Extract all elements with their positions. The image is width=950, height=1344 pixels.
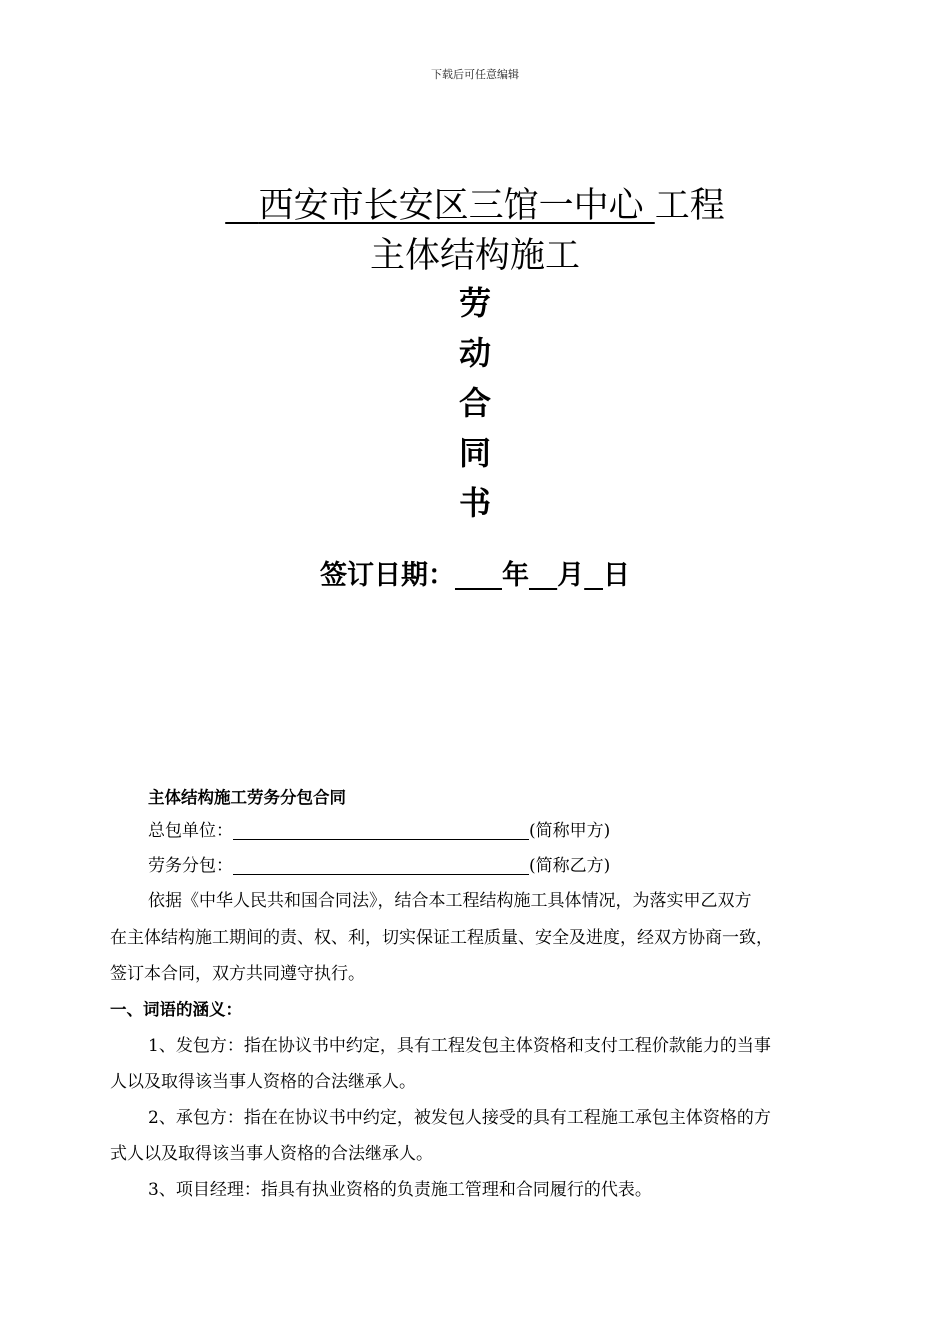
day-blank: [584, 560, 603, 591]
party-b-row: [148, 848, 610, 884]
day-label: 日: [603, 560, 630, 591]
sign-date-label: 签订日期：: [319, 560, 455, 591]
project-lead-blank: [225, 186, 258, 226]
contract-body: [110, 780, 855, 1200]
vertical-char-5: 书: [458, 484, 491, 522]
month-blank: [529, 560, 557, 591]
item-2-line-1: 2、承包方：指在在协议书中约定，被发包人接受的具有工程施工承包主体资格的方: [148, 1108, 771, 1128]
project-name: [225, 186, 655, 226]
project-suffix: 工程: [654, 186, 725, 226]
year-label: 年: [501, 560, 529, 591]
section-1-title: 一、词语的涵义：: [110, 1000, 242, 1019]
vertical-char-3: 合: [458, 384, 491, 422]
vertical-char-4: 同: [458, 434, 491, 472]
page-header: 下载后可任意编辑: [431, 68, 519, 81]
month-label: 月: [557, 560, 585, 591]
year-blank: [455, 560, 502, 591]
party-a-field[interactable]: [233, 819, 529, 840]
party-a-suffix: (简称甲方): [529, 821, 611, 841]
party-a-row: [148, 813, 610, 849]
party-b-label: 劳务分包：: [148, 856, 233, 876]
sign-date: [0, 553, 950, 592]
item-1-line-2: 人以及取得该当事人资格的合法继承人。: [110, 1072, 416, 1092]
item-3-line-1: 3、项目经理：指具有执业资格的负责施工管理和合同履行的代表。: [148, 1180, 652, 1200]
party-b-suffix: (简称乙方): [529, 856, 611, 876]
vertical-char-1: 劳: [458, 284, 491, 322]
intro-line-1: 依据《中华人民共和国合同法》，结合本工程结构施工具体情况，为落实甲乙双方: [148, 891, 752, 911]
vertical-char-2: 动: [458, 334, 491, 372]
contract-heading: 主体结构施工劳务分包合同: [148, 788, 346, 807]
project-name-text: 西安市长安区三馆一中心: [258, 186, 655, 226]
party-a-label: 总包单位：: [148, 821, 233, 841]
project-title: [0, 178, 950, 228]
intro-line-2: 在主体结构施工期间的责、权、利，切实保证工程质量、安全及进度，经双方协商一致，: [110, 928, 773, 948]
item-1-line-1: 1、发包方：指在协议书中约定，具有工程发包主体资格和支付工程价款能力的当事: [148, 1036, 771, 1056]
party-b-field[interactable]: [233, 854, 529, 875]
subtitle: 主体结构施工: [369, 236, 580, 276]
intro-line-3: 签订本合同，双方共同遵守执行。: [110, 964, 365, 984]
item-2-line-2: 式人以及取得该当事人资格的合法继承人。: [110, 1144, 433, 1164]
